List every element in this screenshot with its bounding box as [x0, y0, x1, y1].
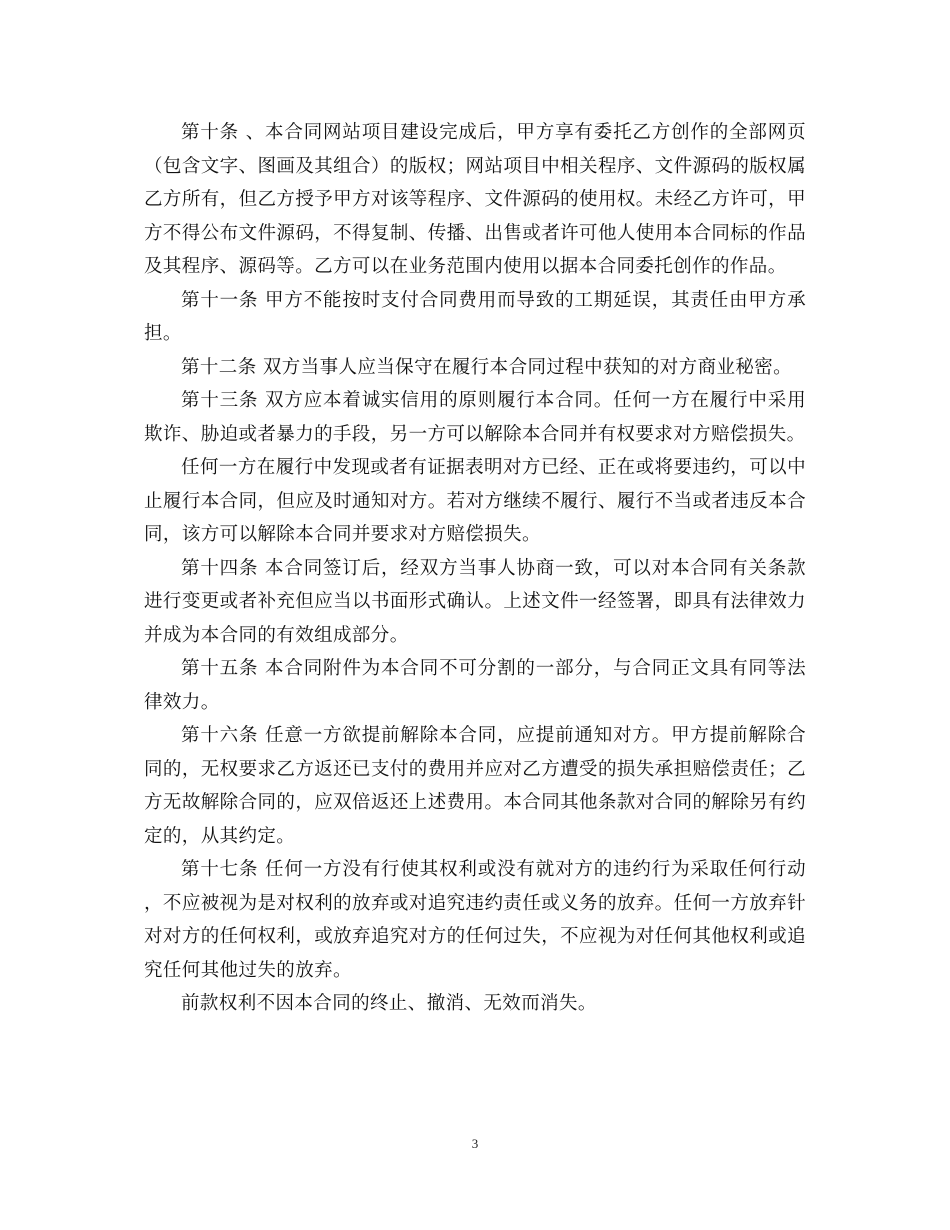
clause-15: 第十五条 本合同附件为本合同不可分割的一部分，与合同正文具有同等法律效力。 [144, 658, 806, 713]
clause-12: 第十二条 双方当事人应当保守在履行本合同过程中获知的对方商业秘密。 [181, 356, 793, 378]
clause-11: 第十一条 甲方不能按时支付合同费用而导致的工期延误，其责任由甲方承担。 [144, 289, 806, 344]
clause-13: 第十三条 双方应本着诚实信用的原则履行本合同。任何一方在履行中采用欺诈、胁迫或者暴力的手段，另一方可以解除本合同并有权要求对方赔偿损失。 [144, 390, 806, 445]
contract-body [144, 116, 806, 1021]
page-number: 3 [471, 1136, 479, 1151]
clause-17: 第十七条 任何一方没有行使其权利或没有就对方的违约行为采取任何行动，不应被视为是对权利的放弃或对追究违约责任或义务的放弃。任何一方放弃针对对方的任何权利，或放弃追究对方的任何过失，不应视为对任何其他权利或追究任何其他过失的放弃。 [144, 859, 806, 981]
clause-10: 第十条 、本合同网站项目建设完成后，甲方享有委托乙方创作的全部网页（包含文字、图画及其组合）的版权；网站项目中相关程序、文件源码的版权属乙方所有，但乙方授予甲方对该等程序、文件源码的使用权。未经乙方许可，甲方不得公布文件源码，不得复制、传播、出售或者许可他人使用本合同标的作品及其程序、源码等。乙方可以在业务范围内使用以据本合同委托创作的作品。 [144, 122, 806, 277]
clause-16: 第十六条 任意一方欲提前解除本合同，应提前通知对方。甲方提前解除合同的，无权要求乙方返还已支付的费用并应对乙方遭受的损失承担赔偿责任；乙方无故解除合同的，应双倍返还上述费用。本合同其他条款对合同的解除另有约定的，从其约定。 [144, 725, 806, 847]
clause-14: 第十四条 本合同签订后，经双方当事人协商一致，可以对本合同有关条款进行变更或者补充但应当以书面形式确认。上述文件一经签署，即具有法律效力并成为本合同的有效组成部分。 [144, 557, 806, 646]
clause-17-continued: 前款权利不因本合同的终止、撤消、无效而消失。 [181, 993, 597, 1014]
clause-13-continued: 任何一方在履行中发现或者有证据表明对方已经、正在或将要违约，可以中止履行本合同，但应及时通知对方。若对方继续不履行、履行不当或者违反本合同，该方可以解除本合同并要求对方赔偿损失。 [144, 457, 806, 545]
